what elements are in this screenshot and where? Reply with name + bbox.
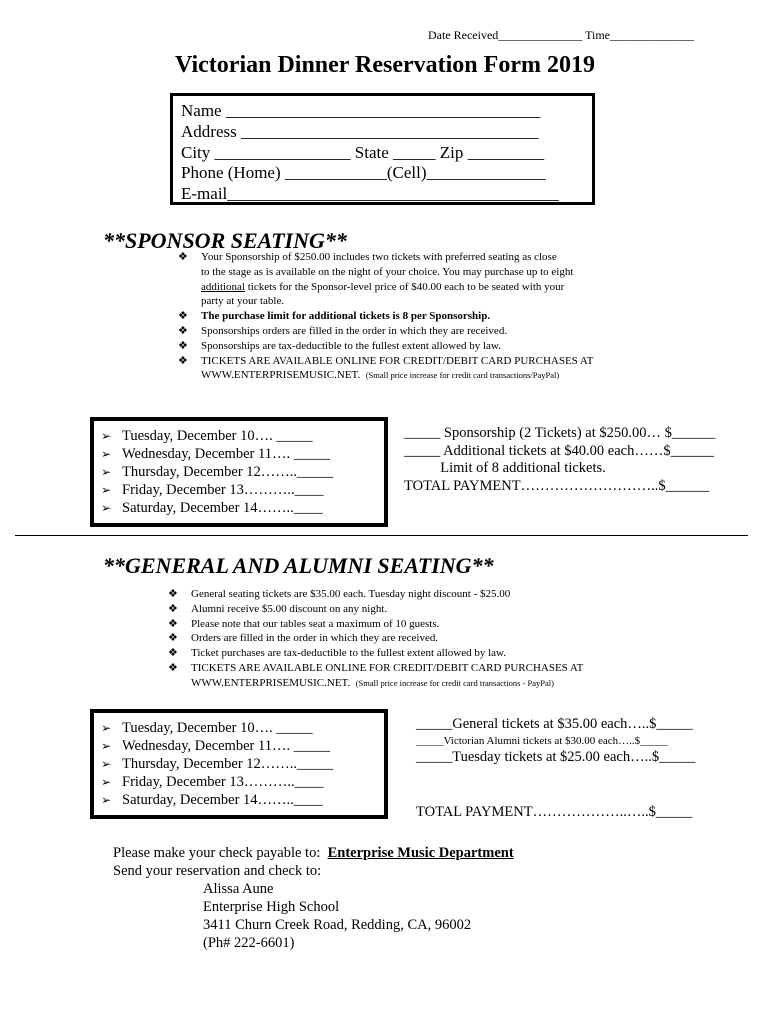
night-option-friday[interactable]: ➢ Friday, December 13………..____ — [101, 774, 324, 790]
night-option-wednesday[interactable]: ➢ Wednesday, December 11…. _____ — [101, 446, 330, 462]
general-bullet-list — [168, 587, 583, 691]
list-item-continued: additional tickets for the Sponsor-level price of $40.00 each to be seated with your — [201, 280, 565, 293]
diamond-bullet-icon: ❖ — [178, 339, 188, 352]
sponsor-seating-heading: **SPONSOR SEATING** — [103, 228, 347, 253]
date-received-line: Date Received______________ Time______________ — [428, 28, 694, 42]
arrow-bullet-icon: ➢ — [101, 501, 112, 515]
arrow-bullet-icon: ➢ — [101, 429, 112, 443]
arrow-bullet-icon: ➢ — [101, 465, 112, 479]
payment-instructions — [113, 844, 514, 952]
list-item-continued: WWW.ENTERPRISEMUSIC.NET. (Small price increase for credit card transactions/PayPal) — [201, 369, 560, 382]
night-option-tuesday[interactable]: ➢ Tuesday, December 10…. _____ — [101, 428, 313, 444]
diamond-bullet-icon: ❖ — [168, 661, 178, 674]
list-item: ❖ Sponsorships are tax-deductible to the fullest extent allowed by law. — [178, 339, 501, 352]
general-ticket-line[interactable]: _____General tickets at $35.00 each…..$_____ — [416, 716, 693, 732]
list-item: ❖ The purchase limit for additional tickets is 8 per Sponsorship. — [178, 310, 491, 323]
payable-to-line: Please make your check payable to: Enterprise Music Department — [113, 845, 514, 861]
page-title: Victorian Dinner Reservation Form 2019 — [175, 52, 595, 78]
email-field[interactable]: E-mail_______________________________________ — [181, 184, 559, 204]
arrow-bullet-icon: ➢ — [101, 721, 112, 735]
diamond-bullet-icon: ❖ — [178, 310, 188, 323]
night-option-saturday[interactable]: ➢ Saturday, December 14……..____ — [101, 500, 323, 516]
arrow-bullet-icon: ➢ — [101, 483, 112, 497]
limit-note: Limit of 8 additional tickets. — [404, 460, 606, 477]
general-night-selection-box — [90, 709, 388, 819]
send-to-line: Send your reservation and check to: — [113, 863, 322, 879]
arrow-bullet-icon: ➢ — [101, 757, 112, 771]
diamond-bullet-icon: ❖ — [168, 617, 178, 630]
night-option-thursday[interactable]: ➢ Thursday, December 12…….._____ — [101, 464, 334, 480]
list-item: ❖ Sponsorships orders are filled in the order in which they are received. — [178, 324, 508, 337]
list-item: ❖ Your Sponsorship of $250.00 includes two tickets with preferred seating as close — [178, 251, 557, 263]
mail-school: Enterprise High School — [203, 899, 340, 915]
list-item: ❖ TICKETS ARE AVAILABLE ONLINE FOR CREDIT/DEBIT CARD PURCHASES AT — [168, 661, 584, 674]
sponsor-night-selection-box — [90, 417, 388, 527]
additional-ticket-line[interactable]: _____ Additional tickets at $40.00 each……$______ — [404, 442, 715, 459]
tuesday-ticket-line[interactable]: _____Tuesday tickets at $25.00 each…..$_____ — [416, 748, 696, 765]
night-option-friday[interactable]: ➢ Friday, December 13………..____ — [101, 482, 324, 498]
sponsor-total-payment-line[interactable]: TOTAL PAYMENT………………………..$______ — [404, 477, 710, 494]
diamond-bullet-icon: ❖ — [168, 588, 178, 600]
list-item: ❖ General seating tickets are $35.00 each. Tuesday night discount - $25.00 — [168, 588, 511, 600]
arrow-bullet-icon: ➢ — [101, 447, 112, 461]
list-item-continued: WWW.ENTERPRISEMUSIC.NET. (Small price increase for credit card transactions - PayPal) — [191, 676, 554, 689]
list-item: ❖ Alumni receive $5.00 discount on any night. — [168, 602, 388, 615]
diamond-bullet-icon: ❖ — [168, 647, 178, 660]
arrow-bullet-icon: ➢ — [101, 775, 112, 789]
list-item: ❖ Please note that our tables seat a maximum of 10 guests. — [168, 617, 440, 630]
diamond-bullet-icon: ❖ — [168, 632, 178, 645]
phone-field[interactable]: Phone (Home) ____________(Cell)______________ — [181, 163, 546, 183]
general-seating-heading: **GENERAL AND ALUMNI SEATING** — [103, 553, 494, 578]
list-item: ❖ TICKETS ARE AVAILABLE ONLINE FOR CREDIT/DEBIT CARD PURCHASES AT — [178, 354, 594, 367]
alumni-ticket-line[interactable]: _____Victorian Alumni tickets at $30.00 each…..$_____ — [416, 734, 668, 747]
list-item: ❖ Orders are filled in the order in which they are received. — [168, 632, 439, 645]
contact-info-box — [170, 93, 595, 205]
diamond-bullet-icon: ❖ — [168, 602, 178, 615]
list-item-continued: party at your table. — [201, 295, 285, 308]
list-item: ❖ Ticket purchases are tax-deductible to the fullest extent allowed by law. — [168, 647, 507, 660]
diamond-bullet-icon: ❖ — [178, 251, 188, 263]
night-option-saturday[interactable]: ➢ Saturday, December 14……..____ — [101, 792, 323, 808]
name-field[interactable]: Name _____________________________________ — [181, 101, 541, 120]
night-option-wednesday[interactable]: ➢ Wednesday, December 11…. _____ — [101, 738, 330, 754]
arrow-bullet-icon: ➢ — [101, 739, 112, 753]
night-option-thursday[interactable]: ➢ Thursday, December 12…….._____ — [101, 756, 334, 772]
general-total-payment-line[interactable]: TOTAL PAYMENT………………..…..$_____ — [416, 804, 693, 820]
sponsor-totals — [404, 425, 715, 495]
sponsorship-ticket-line[interactable]: _____ Sponsorship (2 Tickets) at $250.00… $______ — [404, 425, 716, 441]
city-state-zip-field[interactable]: City ________________ State _____ Zip _________ — [181, 142, 545, 162]
diamond-bullet-icon: ❖ — [178, 354, 188, 367]
diamond-bullet-icon: ❖ — [178, 324, 188, 337]
sponsor-bullet-list — [178, 250, 593, 383]
address-field[interactable]: Address ___________________________________ — [181, 121, 539, 141]
general-totals — [416, 716, 695, 766]
mail-phone: (Ph# 222-6601) — [203, 935, 295, 951]
section-divider — [15, 535, 748, 536]
arrow-bullet-icon: ➢ — [101, 793, 112, 807]
night-option-tuesday[interactable]: ➢ Tuesday, December 10…. _____ — [101, 720, 313, 736]
list-item-continued: to the stage as is available on the night of your choice. You may purchase up to eight — [201, 265, 574, 278]
payee-name: Enterprise Music Department — [327, 845, 514, 861]
mail-name: Alissa Aune — [203, 881, 274, 897]
mail-street: 3411 Churn Creek Road, Redding, CA, 96002 — [203, 917, 472, 933]
